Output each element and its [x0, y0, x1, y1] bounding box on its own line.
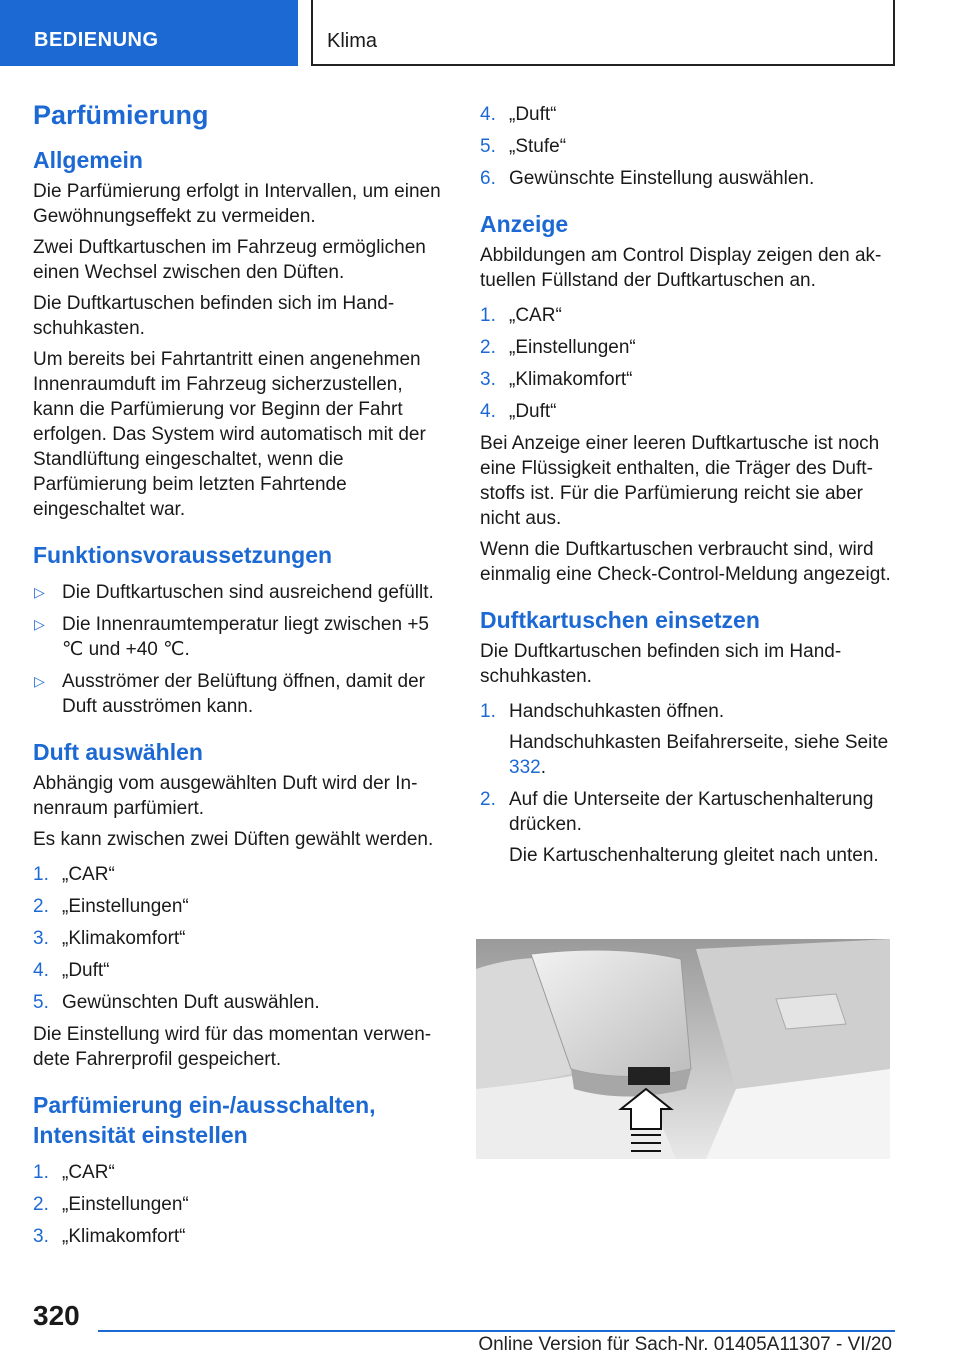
- step-text: „Klimakomfort“: [509, 369, 633, 390]
- glovebox-cartridge-photo: [476, 939, 890, 1159]
- subtext: Handschuhkasten Beifahrerseite, siehe Seite: [509, 732, 889, 753]
- cartridge-illustration: [476, 939, 890, 1159]
- paragraph: Bei Anzeige einer leeren Duftkartusche ist noch eine Flüssigkeit enthalten, die Träger des Duftstoffs ist. Für die Parfümierung reicht sie aber nicht aus.: [480, 433, 880, 529]
- list-item: [480, 166, 892, 191]
- list-item: [33, 612, 445, 662]
- step-number: 2.: [33, 896, 49, 917]
- step-text: „Duft“: [62, 960, 110, 981]
- step-number: 5.: [33, 992, 49, 1013]
- paragraph: Um bereits bei Fahrtantritt einen angenehmen Innenraumduft im Fahrzeug sicherzustellen, kann die Parfümierung vor Beginn der Fahrt erfolgen. Das System wird automatisch mit der Standlüftung eingeschaltet, wenn die Parfümierung beim letzten Fahrtende eingeschaltet war.: [33, 349, 426, 520]
- list-item: [33, 958, 445, 983]
- list-item: [480, 367, 892, 392]
- paragraph: Abbildungen am Control Display zeigen den aktuellen Füllstand der Duftkartuschen an.: [480, 245, 882, 291]
- step-subtext: [509, 730, 892, 780]
- list-item: [33, 990, 445, 1015]
- heading-ein-ausschalten: Parfümierung ein-/ausschalten, Intensität einstellen: [33, 1092, 376, 1148]
- list-item: [33, 894, 445, 919]
- step-number: 2.: [480, 337, 496, 358]
- section-tab: BEDIENUNG: [0, 0, 298, 66]
- step-text: „CAR“: [62, 1162, 115, 1183]
- paragraph: Die Duftkartuschen befinden sich im Handschuhkasten.: [33, 293, 395, 339]
- list-item: [480, 102, 892, 127]
- left-column: [33, 100, 445, 1256]
- page-title: Parfümierung: [33, 100, 209, 130]
- step-text: „Stufe“: [509, 136, 567, 157]
- step-number: 3.: [33, 1226, 49, 1247]
- step-number: 2.: [480, 789, 496, 810]
- step-subtext: Die Kartuschenhalterung gleitet nach unten.: [509, 845, 879, 866]
- heading-anzeige: Anzeige: [480, 211, 569, 237]
- steps-list: [33, 862, 445, 1015]
- step-text: „Klimakomfort“: [62, 928, 186, 949]
- step-number: 4.: [33, 960, 49, 981]
- list-item: [480, 787, 892, 868]
- steps-list: [33, 1160, 445, 1249]
- step-text: „Einstellungen“: [62, 1194, 189, 1215]
- triangle-bullet-icon: ▷: [34, 584, 45, 600]
- step-text: Handschuhkasten öffnen.: [509, 701, 725, 722]
- list-item: [33, 1160, 445, 1185]
- step-text: Auf die Unterseite der Kartuschenhalterung drücken.: [509, 789, 874, 835]
- list-item: [480, 699, 892, 780]
- triangle-bullet-icon: ▷: [34, 616, 45, 632]
- step-text: „CAR“: [62, 864, 115, 885]
- step-text: „Einstellungen“: [509, 337, 636, 358]
- step-text: „Duft“: [509, 401, 557, 422]
- list-item: [480, 335, 892, 360]
- step-number: 4.: [480, 104, 496, 125]
- footer-divider: [98, 1330, 895, 1332]
- list-item-text: Die Innenraumtemperatur liegt zwischen +5 ℃ und +40 ℃.: [62, 614, 429, 660]
- heading-allgemein: Allgemein: [33, 147, 143, 173]
- step-number: 3.: [33, 928, 49, 949]
- paragraph: Die Parfümierung erfolgt in Intervallen, um einen Gewöhnungseffekt zu vermeiden.: [33, 181, 441, 227]
- step-text: Gewünschte Einstellung auswählen.: [509, 168, 815, 189]
- step-text: „Klimakomfort“: [62, 1226, 186, 1247]
- list-item: [480, 134, 892, 159]
- requirements-list: [33, 580, 445, 719]
- step-number: 3.: [480, 369, 496, 390]
- step-text: „CAR“: [509, 305, 562, 326]
- step-text: Gewünschten Duft auswählen.: [62, 992, 320, 1013]
- paragraph: Wenn die Duftkartuschen verbraucht sind, wird einmalig eine Check-Control-Meldung angezeigt.: [480, 539, 891, 585]
- list-item: [33, 1192, 445, 1217]
- chapter-title: Klima: [311, 0, 895, 66]
- step-number: 5.: [480, 136, 496, 157]
- steps-list: [480, 303, 892, 424]
- heading-funktionsvoraussetzungen: Funktionsvoraussetzungen: [33, 542, 333, 568]
- list-item: [33, 862, 445, 887]
- steps-list: [480, 102, 892, 191]
- step-number: 2.: [33, 1194, 49, 1215]
- heading-duftkartuschen-einsetzen: Duftkartuschen einsetzen: [480, 607, 760, 633]
- paragraph: Abhängig vom ausgewählten Duft wird der Innenraum parfümiert.: [33, 773, 418, 819]
- heading-duft-auswaehlen: Duft auswählen: [33, 739, 203, 765]
- step-number: 6.: [480, 168, 496, 189]
- step-number: 1.: [480, 305, 496, 326]
- step-number: 1.: [33, 864, 49, 885]
- paragraph: Die Einstellung wird für das momentan verwendete Fahrerprofil gespeichert.: [33, 1024, 432, 1070]
- page-number: 320: [33, 1300, 80, 1331]
- list-item: [33, 580, 445, 605]
- step-text: „Duft“: [509, 104, 557, 125]
- list-item: [33, 1224, 445, 1249]
- paragraph: Es kann zwischen zwei Düften gewählt werden.: [33, 829, 434, 850]
- list-item: [480, 399, 892, 424]
- steps-list: [480, 699, 892, 868]
- triangle-bullet-icon: ▷: [34, 673, 45, 689]
- step-number: 1.: [33, 1162, 49, 1183]
- page-link[interactable]: 332: [509, 757, 541, 778]
- footer-text: Online Version für Sach-Nr. 01405A11307 - VI/20: [478, 1334, 892, 1355]
- step-text: „Einstellungen“: [62, 896, 189, 917]
- step-number: 1.: [480, 701, 496, 722]
- paragraph: Die Duftkartuschen befinden sich im Handschuhkasten.: [480, 641, 842, 687]
- right-column: [480, 100, 892, 875]
- subtext-suffix: .: [540, 757, 546, 778]
- list-item: [33, 669, 445, 719]
- list-item: [33, 926, 445, 951]
- list-item-text: Die Duftkartuschen sind ausreichend gefüllt.: [62, 582, 434, 603]
- step-number: 4.: [480, 401, 496, 422]
- paragraph: Zwei Duftkartuschen im Fahrzeug ermöglichen einen Wechsel zwischen den Düften.: [33, 237, 426, 283]
- list-item: [480, 303, 892, 328]
- list-item-text: Ausströmer der Belüftung öffnen, damit der Duft ausströmen kann.: [62, 671, 425, 717]
